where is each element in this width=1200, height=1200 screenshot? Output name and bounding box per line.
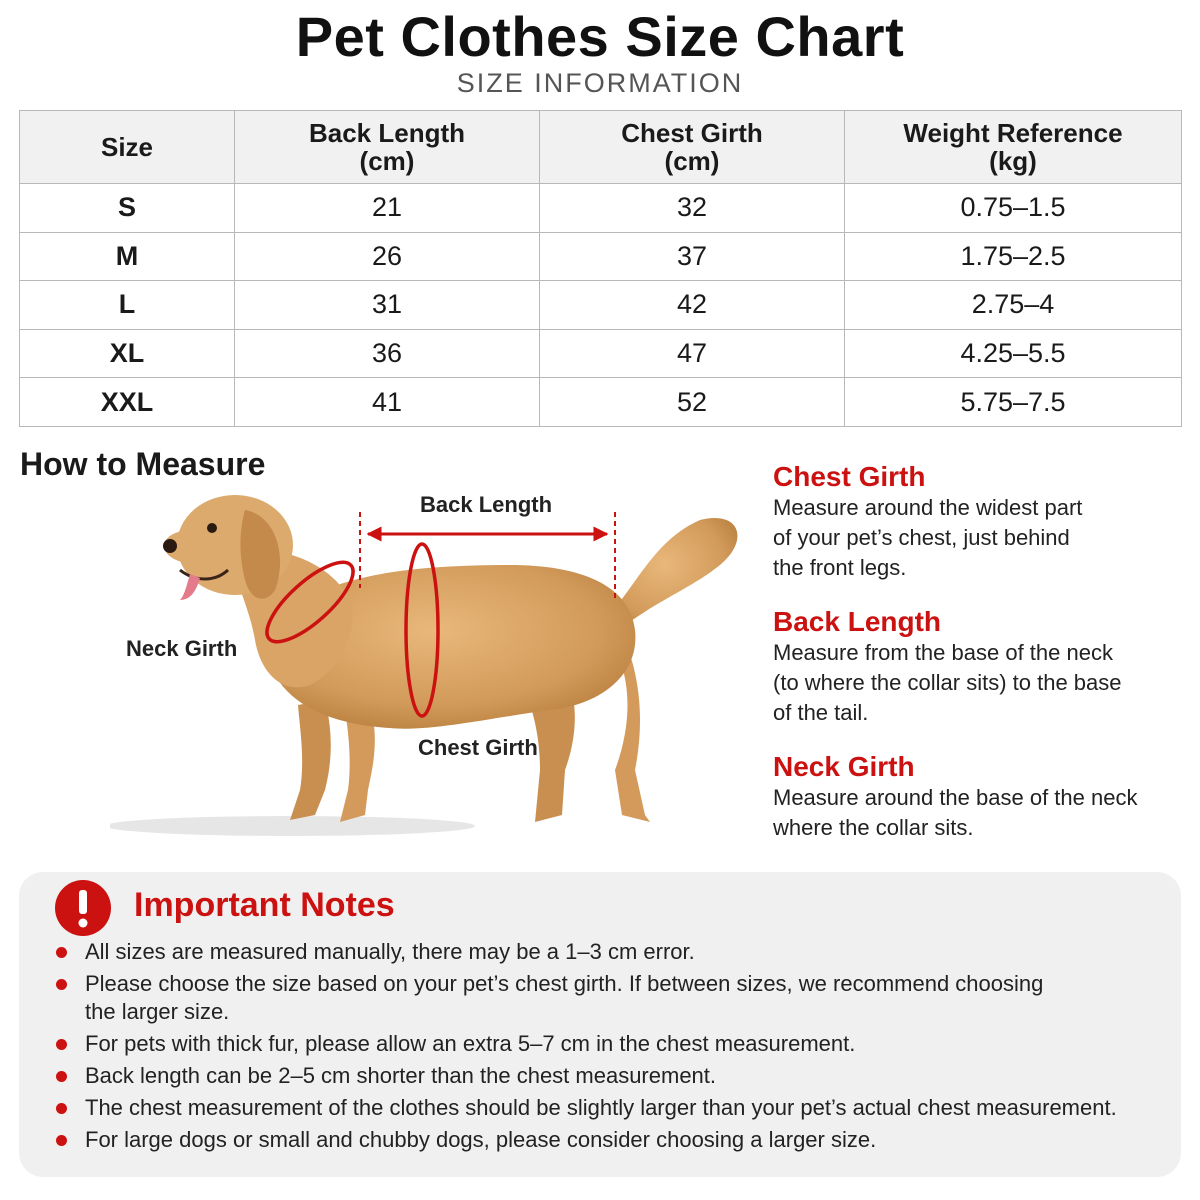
important-notes-heading: Important Notes — [134, 886, 395, 924]
bullet-icon — [56, 1039, 67, 1050]
weight-cell: 1.75–2.5 — [845, 232, 1182, 281]
back-length-cell: 26 — [235, 232, 540, 281]
table-row — [20, 378, 1182, 427]
page-subtitle: SIZE INFORMATION — [456, 68, 744, 98]
how-to-measure-title: How to Measure — [20, 446, 266, 482]
neck-girth-diagram-label: Neck Girth — [126, 636, 238, 661]
chest-girth-diagram-label: Chest Girth — [418, 735, 538, 760]
back-length-cell: 36 — [235, 329, 540, 378]
chest-girth-cell: 47 — [540, 329, 845, 378]
table-row — [20, 232, 1182, 281]
description-line: the front legs. — [773, 555, 907, 580]
description-line: Measure from the base of the neck — [773, 640, 1113, 665]
table-row — [20, 281, 1182, 330]
exclamation-circle-icon — [54, 879, 112, 937]
list-item: For large dogs or small and chubby dogs, please consider choosing a larger size. — [54, 1126, 1164, 1154]
back-length-cell: 31 — [235, 281, 540, 330]
header-weight-reference: Weight Reference (kg) — [845, 111, 1182, 184]
dog-measurement-illustration — [110, 470, 760, 860]
description-line: where the collar sits. — [773, 815, 974, 840]
description-line: of the tail. — [773, 700, 869, 725]
chest-girth-cell: 37 — [540, 232, 845, 281]
chest-girth-cell: 32 — [540, 184, 845, 233]
back-length-cell: 41 — [235, 378, 540, 427]
list-item: All sizes are measured manually, there may be a 1–3 cm error. — [54, 938, 1164, 966]
description-line: of your pet’s chest, just behind — [773, 525, 1070, 550]
chest-girth-heading: Chest Girth — [773, 461, 926, 492]
back-length-description — [773, 606, 1183, 728]
list-item: For pets with thick fur, please allow an extra 5–7 cm in the chest measurement. — [54, 1030, 1164, 1058]
header-back-length: Back Length (cm) — [235, 111, 540, 184]
list-item: Back length can be 2–5 cm shorter than the chest measurement. — [54, 1062, 1164, 1090]
size-cell: S — [20, 184, 235, 233]
notes-list — [54, 938, 1164, 1158]
bullet-icon — [56, 1135, 67, 1146]
description-line: (to where the collar sits) to the base — [773, 670, 1122, 695]
weight-cell: 2.75–4 — [845, 281, 1182, 330]
size-cell: XXL — [20, 378, 235, 427]
table-row — [20, 184, 1182, 233]
page-title: Pet Clothes Size Chart — [295, 5, 905, 68]
size-cell: M — [20, 232, 235, 281]
list-item: The chest measurement of the clothes should be slightly larger than your pet’s actual chest measurement. — [54, 1094, 1164, 1122]
bullet-icon — [56, 979, 67, 990]
chest-girth-cell: 42 — [540, 281, 845, 330]
bullet-icon — [56, 947, 67, 958]
weight-cell: 5.75–7.5 — [845, 378, 1182, 427]
description-line: Measure around the base of the neck — [773, 785, 1138, 810]
header-chest-girth: Chest Girth (cm) — [540, 111, 845, 184]
size-table — [19, 110, 1182, 427]
neck-girth-heading: Neck Girth — [773, 751, 915, 782]
header-size: Size — [20, 111, 235, 184]
bullet-icon — [56, 1071, 67, 1082]
back-length-cell: 21 — [235, 184, 540, 233]
bullet-icon — [56, 1103, 67, 1114]
weight-cell: 4.25–5.5 — [845, 329, 1182, 378]
table-row — [20, 329, 1182, 378]
neck-girth-description — [773, 751, 1183, 843]
back-length-heading: Back Length — [773, 606, 942, 637]
description-line: Measure around the widest part — [773, 495, 1083, 520]
weight-cell: 0.75–1.5 — [845, 184, 1182, 233]
table-header-row — [20, 111, 1182, 184]
chest-girth-description — [773, 461, 1183, 583]
list-item: Please choose the size based on your pet’s chest girth. If between sizes, we recommend choosing the larger size. — [54, 970, 1164, 1026]
chest-girth-cell: 52 — [540, 378, 845, 427]
size-cell: L — [20, 281, 235, 330]
size-cell: XL — [20, 329, 235, 378]
back-length-diagram-label: Back Length — [420, 492, 553, 517]
